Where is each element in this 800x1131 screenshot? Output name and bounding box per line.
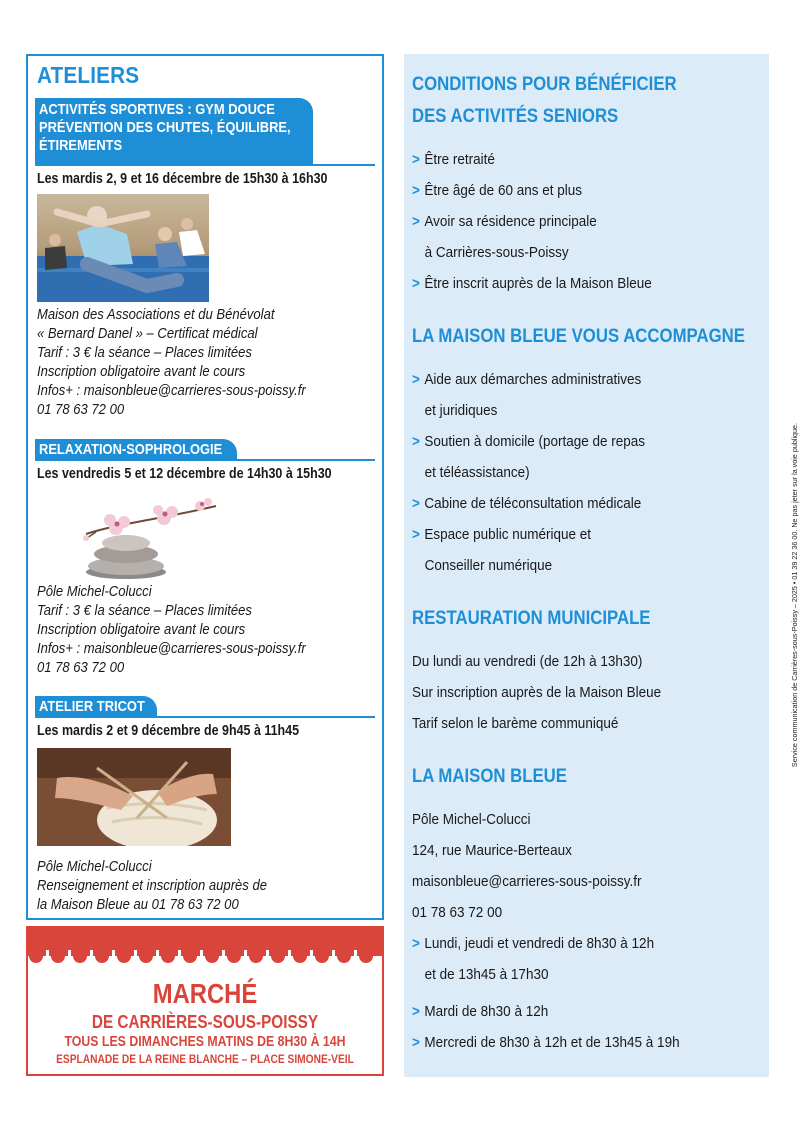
address-line: 124, rue Maurice-Berteaux [412, 842, 572, 859]
chevron-right-icon: > [412, 433, 420, 450]
chevron-right-icon: > [412, 182, 420, 199]
gym-class-photo [37, 194, 209, 302]
chevron-right-icon: > [412, 935, 420, 952]
activity-header-line: RELAXATION-SOPHROLOGIE [39, 441, 223, 458]
chevron-right-icon: > [412, 213, 420, 230]
marche-subtitle: DE CARRIÈRES-SOUS-POISSY [91, 1012, 319, 1032]
service-text: Aide aux démarches administratives [424, 371, 642, 388]
service-item [412, 488, 641, 519]
condition-item [412, 175, 582, 206]
activity-header-gym [35, 98, 313, 166]
hours-item [412, 1027, 680, 1058]
activity-info-relaxation [37, 583, 306, 678]
hours-item [412, 928, 654, 959]
info-line: Inscription obligatoire avant le cours [37, 622, 246, 638]
awning-decoration [28, 928, 382, 970]
activity-rule [35, 716, 375, 718]
service-item [412, 364, 641, 395]
marche-title: MARCHÉ [152, 978, 258, 1009]
maison-bleue-heading: LA MAISON BLEUE [412, 765, 567, 787]
info-line: Inscription obligatoire avant le cours [37, 364, 246, 380]
chevron-right-icon: > [412, 1034, 420, 1051]
info-line: Pôle Michel-Colucci [37, 859, 152, 875]
marche-location: ESPLANADE DE LA REINE BLANCHE – PLACE SIMONE-VEIL [56, 1052, 354, 1066]
info-line: la Maison Bleue au 01 78 63 72 00 [37, 897, 239, 913]
conditions-heading [412, 68, 677, 132]
restauration-line: Du lundi au vendredi (de 12h à 13h30) [412, 653, 643, 670]
activity-rule [35, 164, 375, 166]
chevron-right-icon: > [412, 275, 420, 292]
activity-header-relaxation [35, 439, 237, 461]
service-item-continuation: et téléassistance) [424, 464, 530, 481]
knitting-hands-photo [37, 748, 231, 846]
info-line: Tarif : 3 € la séance – Places limitées [37, 603, 252, 619]
hours-text: Mercredi de 8h30 à 12h et de 13h45 à 19h [424, 1034, 680, 1051]
info-line: Tarif : 3 € la séance – Places limitées [37, 345, 252, 361]
marche-box [26, 926, 384, 1076]
condition-text: Être âgé de 60 ans et plus [424, 182, 583, 199]
chevron-right-icon: > [412, 495, 420, 512]
info-line: 01 78 63 72 00 [37, 660, 125, 676]
condition-item [412, 268, 652, 299]
condition-text: Être retraité [424, 151, 495, 168]
info-line: Infos+ : maisonbleue@carrieres-sous-poissy.fr [37, 641, 306, 657]
ateliers-box [26, 54, 384, 920]
heading-line: DES ACTIVITÉS SENIORS [412, 105, 619, 127]
email-line: maisonbleue@carrieres-sous-poissy.fr [412, 873, 642, 890]
phone-line: 01 78 63 72 00 [412, 904, 503, 921]
marche-schedule: TOUS LES DIMANCHES MATINS DE 8H30 À 14H [64, 1034, 346, 1050]
activity-header-line: ACTIVITÉS SPORTIVES : GYM DOUCE [39, 101, 275, 118]
restauration-line: Sur inscription auprès de la Maison Bleue [412, 684, 662, 701]
zen-stones-orchid-photo [76, 488, 226, 580]
chevron-right-icon: > [412, 151, 420, 168]
chevron-right-icon: > [412, 1003, 420, 1020]
info-line: Infos+ : maisonbleue@carrieres-sous-poissy.fr [37, 383, 306, 399]
condition-text: Avoir sa résidence principale [424, 213, 597, 230]
hours-item [412, 996, 548, 1027]
hours-text: Mardi de 8h30 à 12h [424, 1003, 549, 1020]
activity-header-line: ÉTIREMENTS [39, 137, 123, 154]
chevron-right-icon: > [412, 526, 420, 543]
activity-info-tricot [37, 858, 267, 915]
condition-item-continuation: à Carrières-sous-Poissy [424, 244, 569, 261]
condition-item [412, 206, 597, 237]
info-line: Pôle Michel-Colucci [37, 584, 152, 600]
info-line: Renseignement et inscription auprès de [37, 878, 267, 894]
activity-header-line: ATELIER TRICOT [39, 698, 145, 715]
service-item-continuation: et juridiques [424, 402, 498, 419]
chevron-right-icon: > [412, 371, 420, 388]
service-item-continuation: Conseiller numérique [424, 557, 553, 574]
ateliers-title: ATELIERS [37, 62, 140, 88]
activity-date-relaxation: Les vendredis 5 et 12 décembre de 14h30 à 15h30 [37, 466, 332, 482]
service-text: Espace public numérique et [424, 526, 592, 543]
activity-rule [35, 459, 375, 461]
restauration-line: Tarif selon le barème communiqué [412, 715, 619, 732]
service-text: Cabine de téléconsultation médicale [424, 495, 642, 512]
condition-text: Être inscrit auprès de la Maison Bleue [424, 275, 652, 292]
service-item [412, 519, 591, 550]
service-item [412, 426, 645, 457]
info-line: Maison des Associations et du Bénévolat [37, 307, 275, 323]
info-line: « Bernard Danel » – Certificat médical [37, 326, 258, 342]
right-info-panel [404, 54, 769, 1077]
side-credit-text: Service communication de Carrières-sous-Poissy – 2025 • 01 39 22 36 00. Ne pas jeter sur la voie publique. [790, 422, 799, 768]
condition-item [412, 144, 495, 175]
info-line: 01 78 63 72 00 [37, 402, 125, 418]
activity-header-line: PRÉVENTION DES CHUTES, ÉQUILIBRE, [39, 119, 291, 136]
address-line: Pôle Michel-Colucci [412, 811, 531, 828]
activity-date-gym: Les mardis 2, 9 et 16 décembre de 15h30 à 16h30 [37, 171, 328, 187]
service-text: Soutien à domicile (portage de repas [424, 433, 646, 450]
heading-line: CONDITIONS POUR BÉNÉFICIER [412, 73, 677, 95]
accompagne-heading: LA MAISON BLEUE VOUS ACCOMPAGNE [412, 325, 745, 347]
activity-date-tricot: Les mardis 2 et 9 décembre de 9h45 à 11h45 [37, 723, 300, 739]
activity-header-tricot [35, 696, 157, 718]
restauration-heading: RESTAURATION MUNICIPALE [412, 607, 651, 629]
hours-text: Lundi, jeudi et vendredi de 8h30 à 12h [424, 935, 655, 952]
activity-info-gym [37, 306, 306, 420]
hours-item-continuation: et de 13h45 à 17h30 [424, 966, 549, 983]
